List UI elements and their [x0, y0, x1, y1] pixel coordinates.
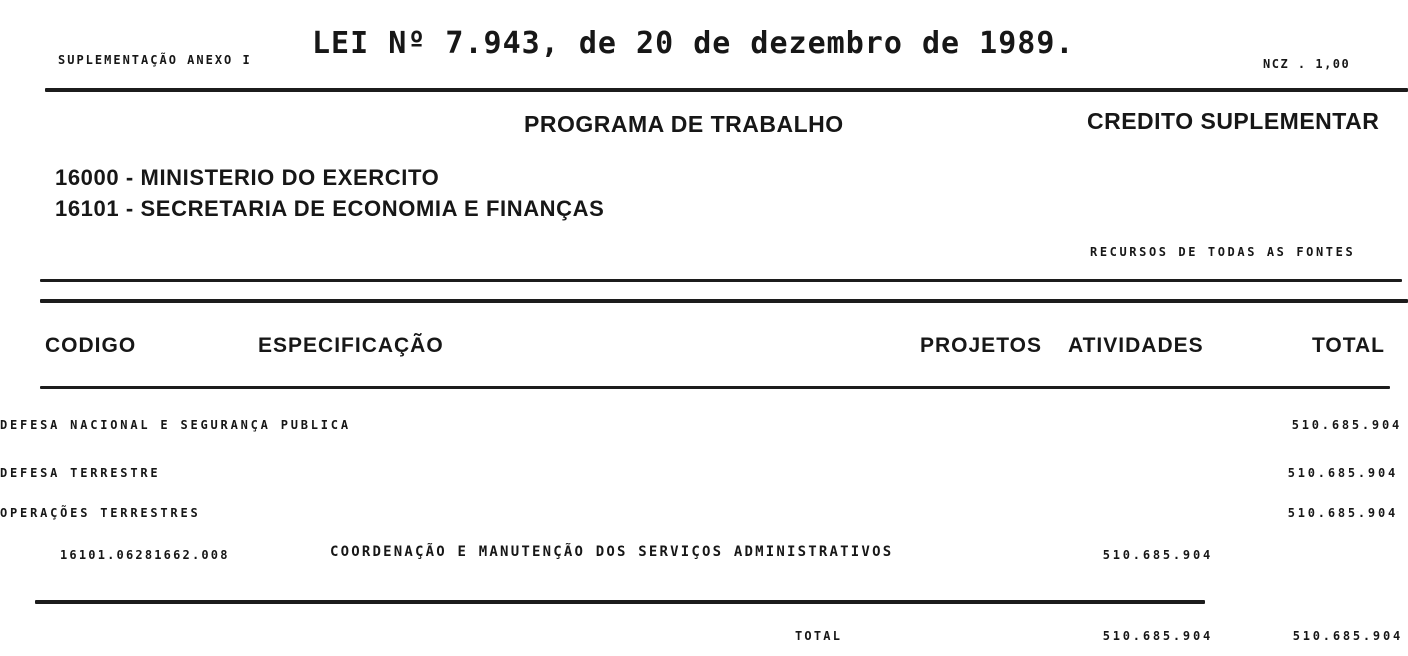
row-especificacao: DEFESA NACIONAL E SEGURANÇA PUBLICA: [0, 418, 351, 432]
program-header: PROGRAMA DE TRABALHO: [524, 111, 844, 137]
row-total-value: 510.685.904: [1287, 506, 1398, 520]
row-especificacao: OPERAÇÕES TERRESTRES: [0, 506, 201, 520]
row-atividades-value: 510.685.904: [1102, 548, 1213, 562]
law-title: LEI Nº 7.943, de 20 de dezembro de 1989.: [312, 26, 1075, 61]
column-header-atividades: ATIVIDADES: [1068, 334, 1204, 357]
footer-atividades-value: 510.685.904: [1102, 629, 1213, 643]
resources-note: RECURSOS DE TODAS AS FONTES: [1090, 245, 1356, 259]
column-header-projetos: PROJETOS: [920, 334, 1042, 357]
footer-rule: [35, 600, 1205, 604]
org-line-secretariat: 16101 - SECRETARIA DE ECONOMIA E FINANÇAS: [55, 196, 605, 221]
column-header-codigo: CODIGO: [45, 334, 137, 357]
row-especificacao: COORDENAÇÃO E MANUTENÇÃO DOS SERVIÇOS ADMINISTRATIVOS: [330, 544, 894, 560]
row-especificacao: DEFESA TERRESTRE: [0, 466, 161, 480]
row-codigo: 16101.06281662.008: [60, 548, 230, 562]
currency-note: NCZ . 1,00: [1263, 57, 1351, 71]
annex-label: SUPLEMENTAÇÃO ANEXO I: [58, 53, 252, 67]
column-header-especificacao: ESPECIFICAÇÃO: [258, 334, 444, 357]
column-header-total: TOTAL: [1311, 334, 1385, 357]
header-rule: [40, 386, 1390, 389]
divider-rule: [40, 299, 1408, 303]
credit-header: CREDITO SUPLEMENTAR: [1087, 108, 1380, 134]
row-total-value: 510.685.904: [1287, 466, 1398, 480]
top-rule: [45, 88, 1408, 92]
footer-total-value: 510.685.904: [1292, 629, 1403, 643]
divider-rule: [40, 279, 1402, 282]
row-total-value: 510.685.904: [1291, 418, 1402, 432]
footer-total-label: TOTAL: [795, 629, 843, 643]
org-line-ministry: 16000 - MINISTERIO DO EXERCITO: [55, 165, 440, 190]
